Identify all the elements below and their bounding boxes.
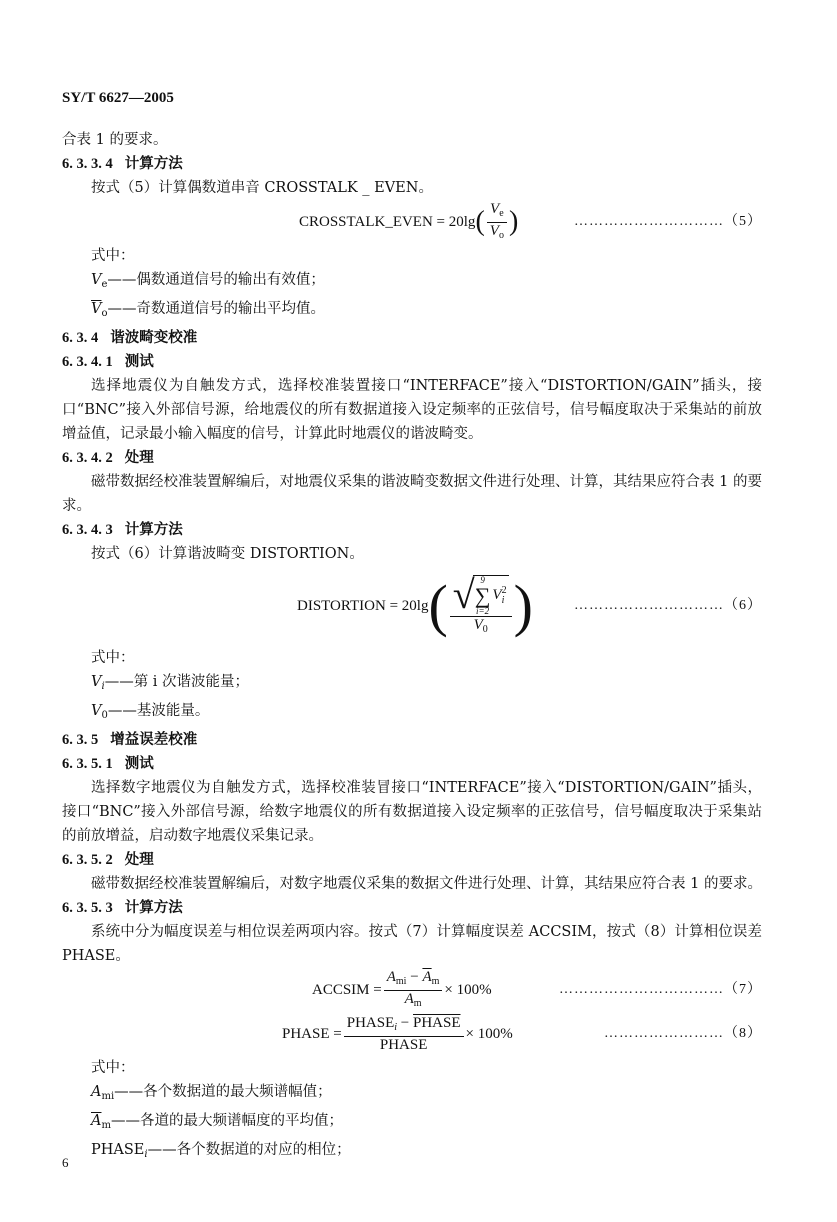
def-symbol-sub: m [101,1120,111,1131]
section-number: 6. 3. 4. 1 [62,354,113,370]
section-title: 处理 [124,851,154,868]
definitions-eq5 [62,268,762,326]
equation-7 [62,968,762,1012]
eq5-left-paren: ( [475,206,485,237]
section-title: 测试 [124,755,154,772]
def-symbol-sub: e [101,279,108,290]
eq6-summation [475,576,491,616]
heading-6-3-4-3 [62,518,762,542]
def-text: ——各个数据道的对应的相位； [147,1142,351,1158]
sum-lower-limit: i=2 [476,605,490,616]
paragraph-6-3-5-3: 系统中分为幅度误差与相位误差两项内容。按式（7）计算幅度误差 ACCSIM，按式（8）计算相位误差 PHASE。 [62,924,762,964]
def-symbol-sub: 0 [101,710,108,721]
equation-7-expression [312,968,492,1012]
def-text: ——奇数通道信号的输出平均值。 [107,301,326,317]
eq6-term: V [492,587,502,603]
heading-6-3-5 [62,728,762,752]
def-symbol-sub: o [101,308,108,319]
section-number: 6. 3. 3. 4 [62,156,113,172]
equation-8-expression [282,1012,513,1056]
where-label-1: 式中： [91,248,135,264]
def-symbol: $\overline{A}$ [91,1113,102,1129]
eq6-den-sub: 0 [482,623,488,635]
eq5-num-sub: e [499,207,504,219]
eq7-den: $\overline{A}$ [404,990,414,1007]
eq8-label: （8） [724,1026,762,1041]
def-symbol: V [91,703,102,719]
eq7-num-b: $\overline{A}$ [422,968,432,985]
paragraph-6-3-5-1: 选择数字地震仪为自触发方式，选择校准装冒接口“INTERFACE”接入“DISTORTION/GAIN”插头，接口“BNC”接入外部信号源，给数字地震仪的所有数据道接入设定频率的正弦信号，信号幅度取决于采集站的前放增益，启动数字地震仪采集记录。 [62,780,762,844]
radical-sign: √ [452,572,475,617]
eq7-label: （7） [724,982,762,997]
section-title: 谐波畸变校准 [110,329,198,346]
eq7-tail: × 100% [444,982,492,998]
section-title: 计算方法 [124,899,183,916]
equation-6-leader [574,566,762,646]
standard-code: SY/T 6627—2005 [62,90,174,106]
section-number: 6. 3. 4 [62,330,99,346]
section-number: 6. 3. 5. 3 [62,900,113,916]
heading-6-3-4-2 [62,446,762,470]
definition-ve [62,268,762,297]
heading-6-3-5-3 [62,896,762,920]
def-symbol-sub: i [144,1149,148,1160]
section-number: 6. 3. 4. 3 [62,522,113,538]
continuation-text: 合表 1 的要求。 [62,132,168,148]
eq8-num-a-sub: i [394,1021,398,1033]
sum-symbol: ∑ [474,582,491,608]
eq6-den: V [473,616,483,633]
eq7-den-sub: m [413,997,422,1009]
document-body [62,128,762,1167]
eq6-fraction [450,572,512,638]
equation-6-expression [297,566,533,646]
def-symbol: PHASE [91,1142,145,1158]
def-symbol: $\overline{V}$ [91,301,102,317]
paragraph-6-3-3-4: 按式（5）计算偶数道串音 CROSSTALK _ EVEN。 [91,180,433,196]
equation-7-leader [559,968,762,1012]
equation-5-leader [574,200,762,244]
eq8-dots: …………………… [604,1026,724,1041]
eq7-num-a-sub: mi [395,975,407,987]
definitions-eq6 [62,670,762,728]
definition-phase-i [62,1138,762,1167]
eq5-lhs: CROSSTALK_EVEN = 20lg [299,214,476,230]
def-symbol-sub: i [101,681,105,692]
eq5-right-paren: ) [508,206,519,237]
heading-6-3-4-1 [62,350,762,374]
definition-vo [62,297,762,326]
eq6-sqrt [452,572,509,617]
eq8-den: PHASE [379,1036,428,1053]
sum-upper-limit: 9 [480,574,485,585]
eq5-den: $\overline{V}$ [489,222,499,239]
def-text: ——各道的最大频谱幅度的平均值； [110,1113,343,1129]
paragraph-6-3-4-3: 按式（6）计算谐波畸变 DISTORTION。 [91,546,364,562]
def-symbol: V [91,674,102,690]
definition-vi [62,670,762,699]
equation-8 [62,1012,762,1056]
eq7-fraction [384,969,443,1012]
heading-6-3-5-1 [62,752,762,776]
eq8-fraction [344,1015,464,1054]
def-symbol: A [91,1084,102,1100]
def-text: ——第 i 次谐波能量； [104,674,250,690]
section-title: 增益误差校准 [110,731,198,748]
section-title: 计算方法 [124,155,183,172]
definition-am [62,1109,762,1138]
equation-5 [62,200,762,244]
def-text: ——各个数据道的最大频谱幅值； [114,1084,332,1100]
where-label-2: 式中： [91,650,135,666]
eq6-term-sub: i [501,594,505,606]
eq8-minus: − [397,1014,413,1031]
paragraph-6-3-4-2: 磁带数据经校准装置解编后，对地震仪采集的谐波畸变数据文件进行处理、计算，其结果应符合表 1 的要求。 [62,474,762,514]
equation-5-expression [299,200,518,244]
section-number: 6. 3. 5. 2 [62,852,113,868]
def-symbol-sub: mi [101,1091,115,1102]
eq7-lhs: ACCSIM = [312,982,382,998]
paragraph-6-3-4-1: 选择地震仪为自触发方式，选择校准装置接口“INTERFACE”接入“DISTORTION/GAIN”插头，接口“BNC”接入外部信号源，给地震仪的所有数据道接入设定频率的正弦信号，信号幅度取决于采集站的前放增益值，记录最小输入幅度的信号，计算此时地震仪的谐波畸变。 [62,378,762,442]
eq8-num-a: PHASE [346,1014,395,1031]
eq5-num: V [490,200,500,217]
eq5-label: （5） [724,214,762,229]
eq6-label: （6） [724,598,762,613]
section-number: 6. 3. 5. 1 [62,756,113,772]
paragraph-6-3-5-2: 磁带数据经校准装置解编后，对数字地震仪采集的数据文件进行处理、计算，其结果应符合表 1 的要求。 [91,876,762,892]
section-title: 测试 [124,353,154,370]
heading-6-3-5-2 [62,848,762,872]
section-title: 处理 [124,449,154,466]
heading-6-3-4 [62,326,762,350]
definition-v0 [62,699,762,728]
definition-ami [62,1080,762,1109]
eq5-fraction [487,201,507,244]
def-symbol: V [91,272,102,288]
eq5-den-sub: o [498,229,504,241]
page-number: 6 [62,1155,69,1170]
eq6-left-paren: ( [428,573,448,638]
def-text: ——基波能量。 [107,703,210,719]
equation-8-leader [604,1012,762,1056]
eq8-num-b: PHASE [413,1014,461,1031]
section-number: 6. 3. 5 [62,732,99,748]
eq8-lhs: PHASE = [282,1026,342,1042]
def-text: ——偶数通道信号的输出有效值； [107,272,325,288]
equation-6 [62,566,762,646]
heading-6-3-3-4 [62,152,762,176]
eq7-num-b-sub: m [431,975,440,987]
eq7-dots: …………………………… [559,982,724,997]
section-number: 6. 3. 4. 2 [62,450,113,466]
eq6-dots: ………………………… [574,598,724,613]
definitions-eq7-8 [62,1080,762,1167]
eq8-tail: × 100% [465,1026,513,1042]
eq6-lhs: DISTORTION = 20lg [297,598,429,614]
eq5-dots: ………………………… [574,214,724,229]
section-title: 计算方法 [124,521,183,538]
eq7-num-a: A [386,968,396,985]
eq6-term-sup: 2 [501,584,507,596]
eq6-right-paren: ) [513,573,533,638]
eq7-minus: − [406,968,423,985]
where-label-3: 式中： [91,1060,135,1076]
